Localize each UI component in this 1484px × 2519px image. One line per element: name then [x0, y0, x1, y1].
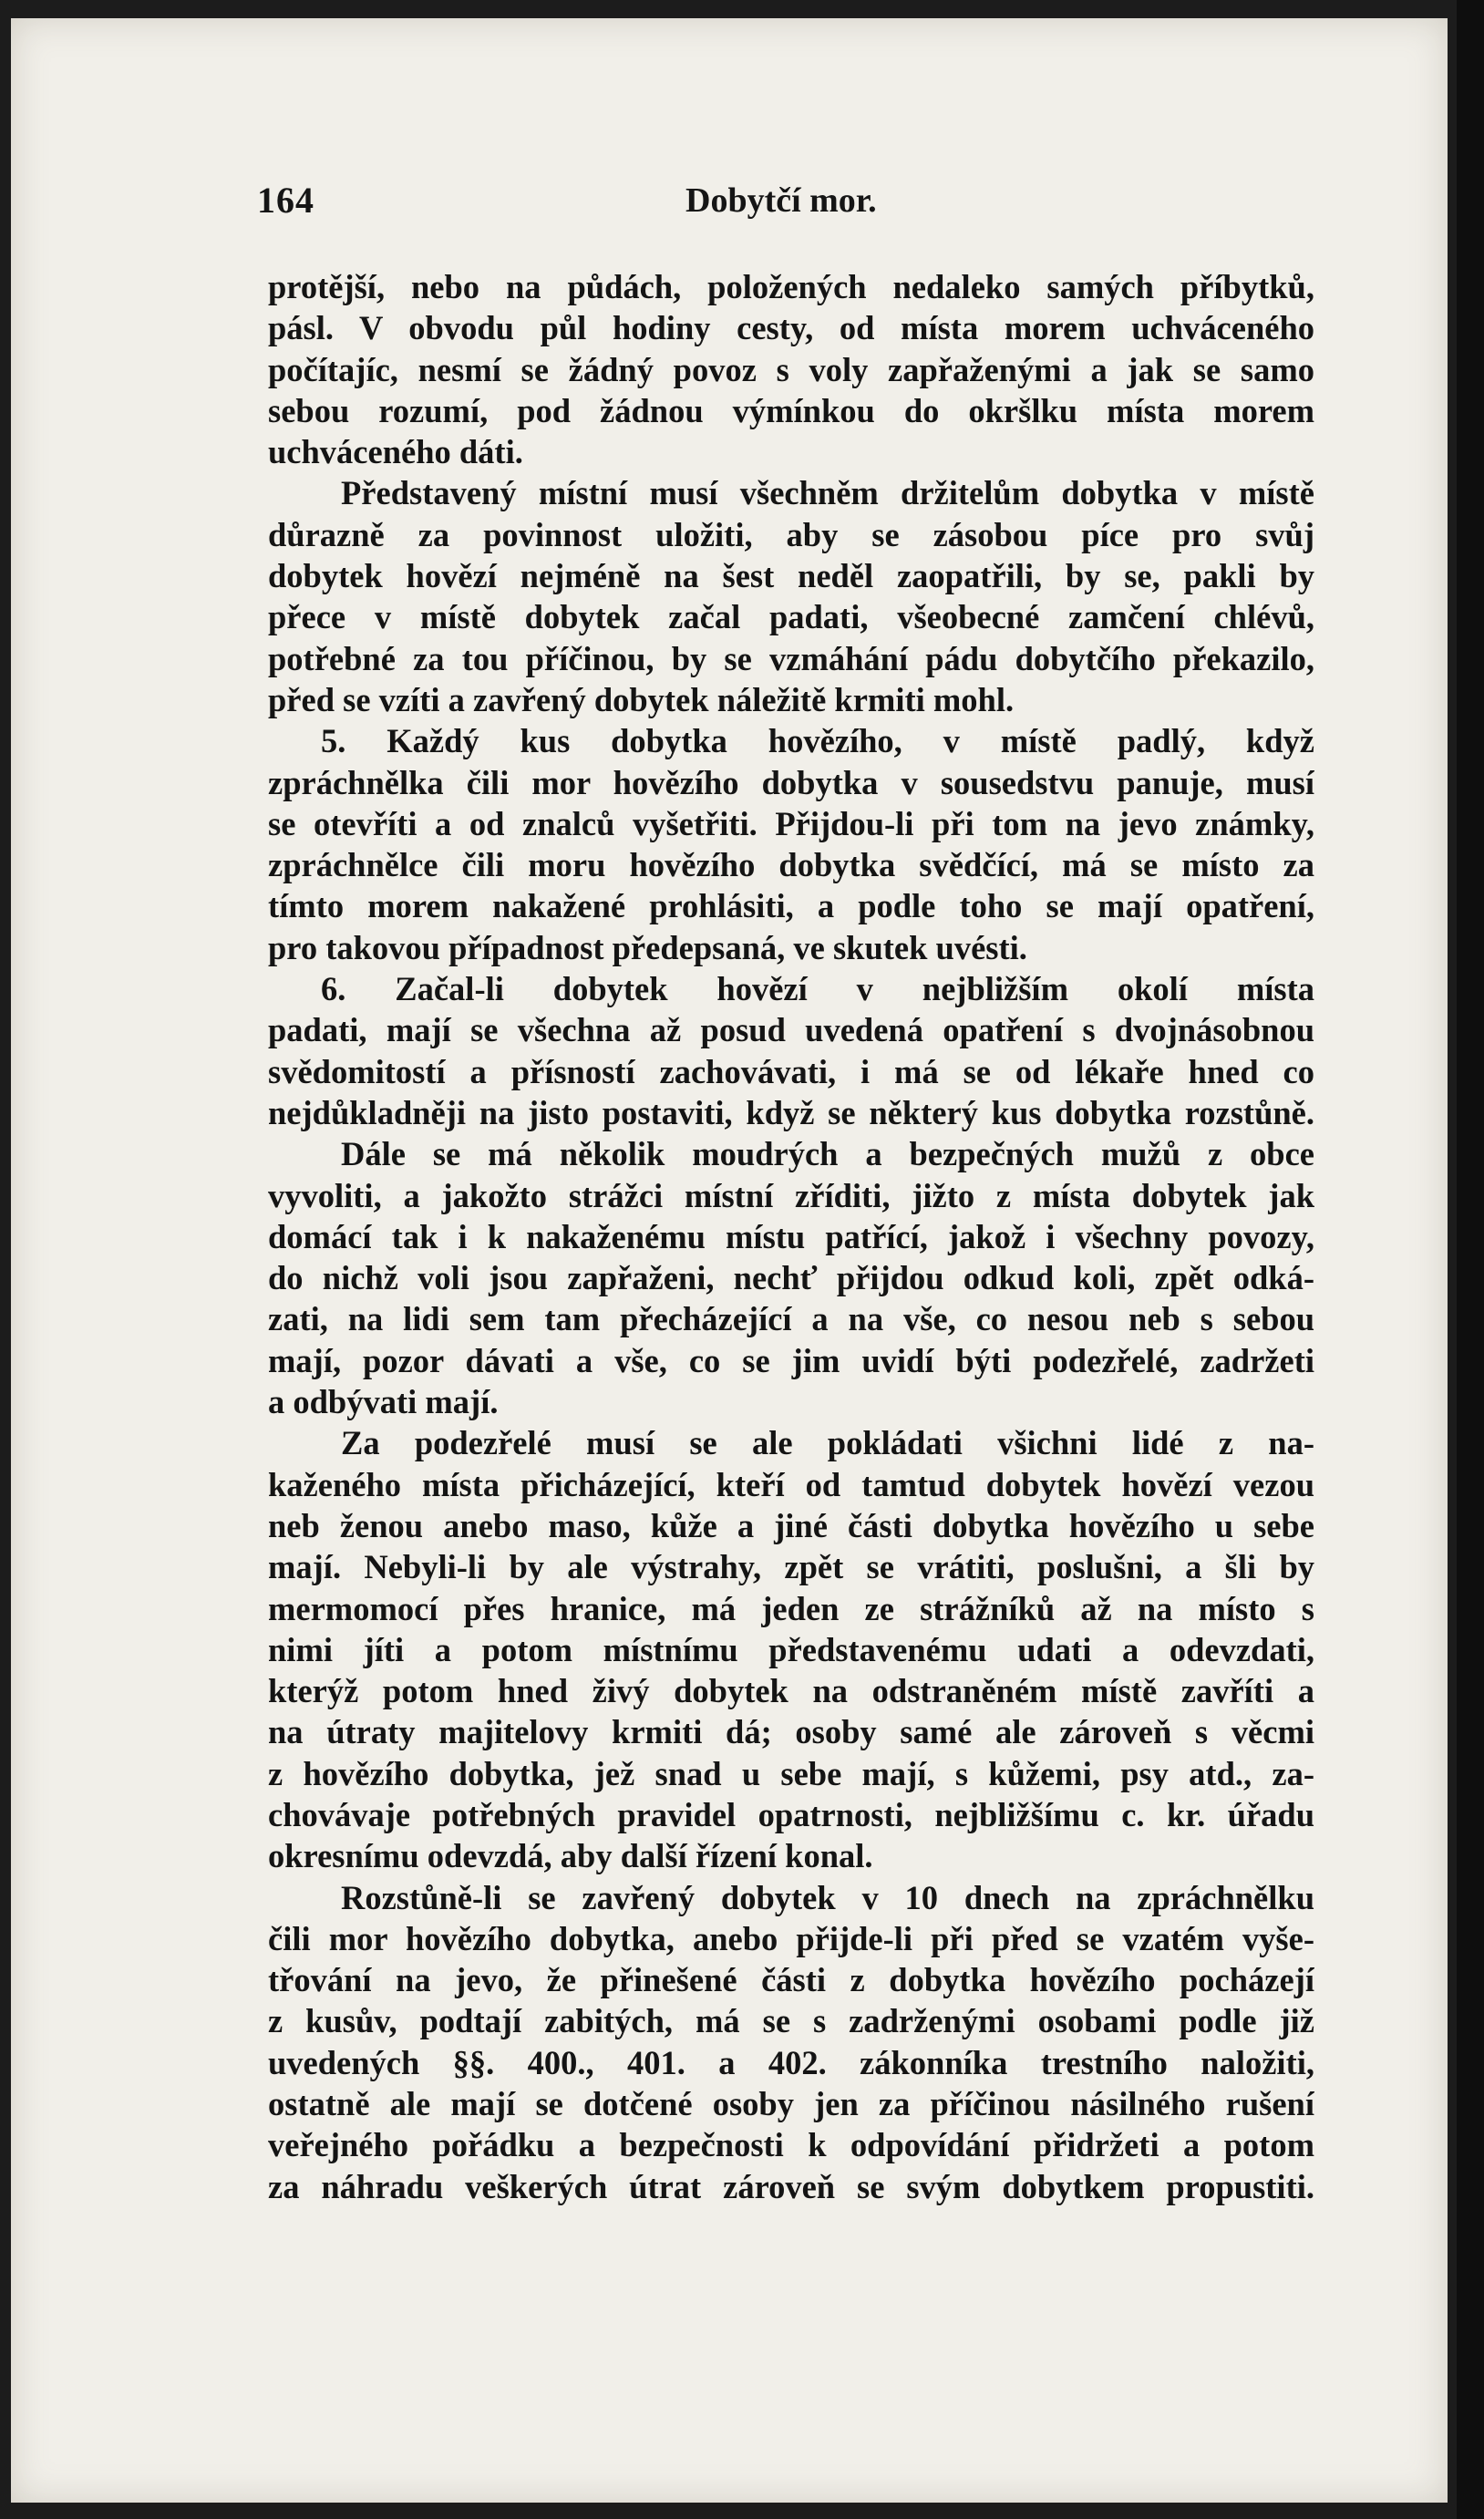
text-line: protější, nebo na půdách, položených nedaleko samých příbytků,: [268, 268, 1314, 305]
text-line: chovávaje potřebných pravidel opatrnosti, nejbližšímu c. kr. úřadu: [268, 1795, 1314, 1833]
text-line: na útraty majitelovy krmiti dá; osoby samé ale zároveň s věcmi: [268, 1713, 1314, 1751]
text-line: pásl. V obvodu půl hodiny cesty, od místa morem uchváceného: [268, 309, 1314, 347]
text-line: tímto morem nakažené prohlásiti, a podle toho se mají opatření,: [268, 887, 1314, 925]
text-line: 5. Každý kus dobytka hovězího, v místě padlý, když: [321, 722, 1314, 760]
text-line: svědomitostí a přísností zachovávati, i má se od lékaře hned co: [268, 1052, 1314, 1090]
text-line: z hovězího dobytka, jež snad u sebe mají, s kůžemi, psy atd., za-: [268, 1754, 1314, 1792]
text-line: uchváceného dáti.: [268, 433, 523, 471]
text-line: a odbývati mají.: [268, 1383, 499, 1421]
text-line: zati, na lidi sem tam přecházející a na vše, co nesou neb s sebou: [268, 1300, 1314, 1338]
text-line: mají, pozor dávati a vše, co se jim uvidí býti podezřelé, zadržeti: [268, 1341, 1314, 1379]
text-line: přece v místě dobytek začal padati, všeobecné zamčení chlévů,: [268, 598, 1314, 636]
text-line: ostatně ale mají se dotčené osoby jen za příčinou násilného rušení: [268, 2085, 1314, 2123]
text-line: sebou rozumí, pod žádnou výmínkou do okršlku místa morem: [268, 391, 1314, 429]
running-head: [257, 179, 1324, 233]
text-line: zpráchnělce čili moru hovězího dobytka svědčící, má se místo za: [268, 846, 1314, 884]
text-line: padati, mají se všechna až posud uvedená opatření s dvojnásobnou: [268, 1011, 1314, 1049]
text-line: se otevříti a od znalců vyšetřiti. Přijdou-li při tom na jevo známky,: [268, 804, 1314, 842]
scan-edge: [1457, 0, 1484, 2519]
text-line: Dále se má několik moudrých a bezpečných mužů z obce: [341, 1135, 1314, 1173]
text-line: do nichž voli jsou zapřaženi, nechť přijdou odkud koli, zpět odká-: [268, 1259, 1314, 1297]
text-line: za náhradu veškerých útrat zároveň se svým dobytkem propustiti.: [268, 2167, 1314, 2205]
text-line: zpráchnělka čili mor hovězího dobytka v sousedstvu panuje, musí: [268, 763, 1314, 801]
text-line: nejdůkladněji na jisto postaviti, když se některý kus dobytka rozstůně.: [268, 1093, 1314, 1131]
text-line: domácí tak i k nakaženému místu patřící, jakož i všechny povozy,: [268, 1217, 1314, 1255]
text-line: nimi jíti a potom místnímu představenému udati a odevzdati,: [268, 1630, 1314, 1668]
text-line: kaženého místa přicházející, kteří od tamtud dobytek hovězí vezou: [268, 1465, 1314, 1503]
text-line: třování na jevo, že přinešené části z dobytka hovězího pocházejí: [268, 1961, 1314, 1999]
text-line: neb ženou anebo maso, kůže a jiné části dobytka hovězího u sebe: [268, 1506, 1314, 1544]
text-line: z kusův, podtají zabitých, má se s zadrženými osobami podle již: [268, 2002, 1314, 2040]
running-title: Dobytčí mor.: [685, 181, 877, 220]
text-line: důrazně za povinnost uložiti, aby se zásobou píce pro svůj: [268, 515, 1314, 553]
text-line: potřebné za tou příčinou, by se vzmáhání pádu dobytčího překazilo,: [268, 639, 1314, 677]
text-line: před se vzíti a zavřený dobytek náležitě krmiti mohl.: [268, 680, 1015, 718]
page-number: 164: [257, 180, 314, 221]
book-page: [11, 18, 1448, 2503]
text-line: čili mor hovězího dobytka, anebo přijde-li při před se vzatém vyše-: [268, 1919, 1314, 1957]
text-line: Rozstůně-li se zavřený dobytek v 10 dnech na zpráchnělku: [341, 1878, 1314, 1916]
text-line: Představený místní musí všechněm držitelům dobytka v místě: [341, 474, 1314, 512]
text-line: Za podezřelé musí se ale pokládati všichni lidé z na-: [341, 1424, 1314, 1462]
text-line: veřejného pořádku a bezpečnosti k odpovídání přidržeti a potom: [268, 2126, 1314, 2164]
text-line: vyvoliti, a jakožto strážci místní zříditi, jižto z místa dobytek jak: [268, 1176, 1314, 1214]
text-line: pro takovou případnost předepsaná, ve skutek uvésti.: [268, 928, 1027, 966]
text-line: uvedených §§. 400., 401. a 402. zákonníka trestního naložiti,: [268, 2043, 1314, 2081]
text-line: mermomocí přes hranice, má jeden ze strážníků až na místo s: [268, 1589, 1314, 1627]
text-line: počítajíc, nesmí se žádný povoz s voly zapřaženými a jak se samo: [268, 350, 1314, 388]
text-line: kterýž potom hned živý dobytek na odstraněném místě zavříti a: [268, 1672, 1314, 1710]
text-line: mají. Nebyli-li by ale výstrahy, zpět se vrátiti, poslušni, a šli by: [268, 1548, 1314, 1586]
text-line: dobytek hovězí nejméně na šest neděl zaopatřili, by se, pakli by: [268, 557, 1314, 595]
body-text: [268, 266, 1314, 2207]
text-line: okresnímu odevzdá, aby další řízení konal.: [268, 1837, 873, 1875]
text-line: 6. Začal-li dobytek hovězí v nejbližším okolí místa: [321, 970, 1314, 1008]
